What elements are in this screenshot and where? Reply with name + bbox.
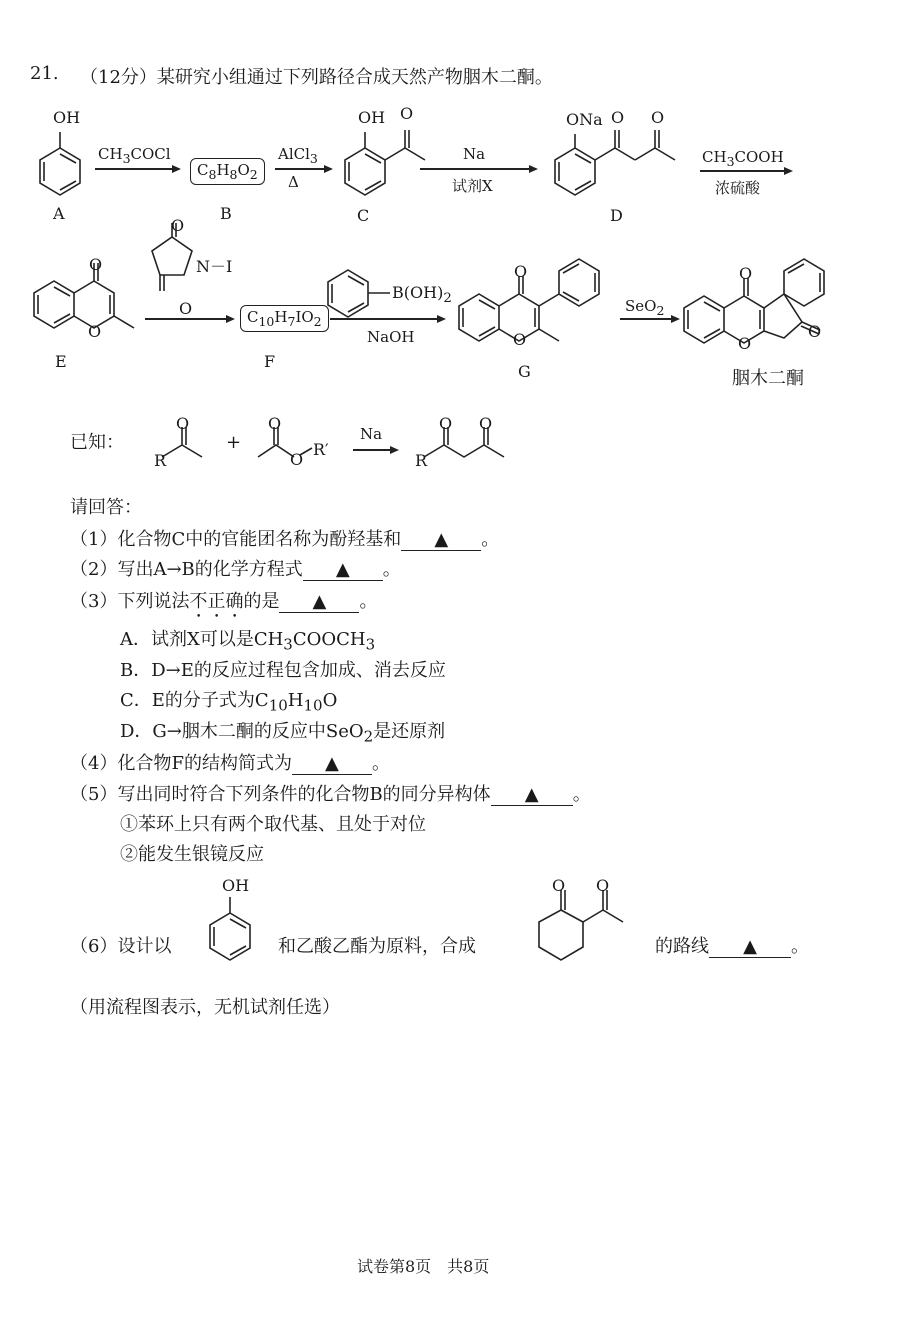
answer-blank-6[interactable]: ▲ bbox=[709, 937, 791, 958]
compound-c-oh: OH bbox=[358, 108, 386, 127]
product-structure bbox=[680, 250, 850, 370]
option-d: D．G→胭木二酮的反应中SeO$_2$是还原剂 bbox=[120, 721, 446, 746]
question-number: 21. bbox=[30, 63, 59, 84]
q6-phenol-oh: OH bbox=[222, 876, 250, 895]
question-6-note: （用流程图表示，无机试剂任选） bbox=[70, 997, 340, 1018]
known-product-o1: O bbox=[439, 414, 453, 433]
label-e: E bbox=[55, 352, 67, 371]
arrow1-reagent: $CH_3COCl$ bbox=[98, 145, 171, 166]
arrow4-reagent: $CH_3COOH$ bbox=[702, 148, 784, 169]
option-b: B．D→E的反应过程包含加成、消去反应 bbox=[120, 660, 446, 681]
box-f-formula: $C_{10}H_7IO_2$ bbox=[240, 305, 329, 332]
known-product-o2: O bbox=[479, 414, 493, 433]
condition-1: ①苯环上只有两个取代基、且处于对位 bbox=[120, 814, 426, 835]
arrow6-base: NaOH bbox=[367, 328, 415, 346]
question-1: （1）化合物C中的官能团名称为酚羟基和 ▲ 。 bbox=[70, 529, 500, 550]
label-g: G bbox=[518, 362, 531, 381]
answer-blank-3[interactable]: ▲ bbox=[279, 592, 359, 613]
compound-a-oh: OH bbox=[53, 108, 81, 127]
nis-n-i: N－I bbox=[196, 257, 233, 276]
q6-target-o1: O bbox=[552, 876, 566, 895]
known-ketone-o: O bbox=[176, 414, 190, 433]
known-arrow bbox=[353, 449, 391, 451]
arrow1 bbox=[95, 168, 173, 170]
label-b: B bbox=[220, 204, 232, 223]
product-o-ring: O bbox=[738, 334, 752, 353]
page-footer: 试卷第8页 共8页 bbox=[357, 1257, 490, 1276]
arrow5-head bbox=[226, 315, 235, 323]
arrow2-heat: Δ bbox=[288, 173, 299, 191]
label-c: C bbox=[357, 206, 370, 225]
question-4: （4）化合物F的结构简式为 ▲ 。 bbox=[70, 753, 390, 774]
compound-g-o-carbonyl: O bbox=[514, 262, 528, 281]
compound-d-o2: O bbox=[651, 108, 665, 127]
arrow2 bbox=[275, 168, 325, 170]
arrow4 bbox=[700, 170, 785, 172]
arrow2-reagent: AlCl$_3$ bbox=[278, 145, 318, 166]
arrow4-head bbox=[784, 167, 793, 175]
label-f: F bbox=[264, 352, 276, 371]
q6-target-o2: O bbox=[596, 876, 610, 895]
compound-g-structure bbox=[455, 250, 625, 360]
answer-blank-2[interactable]: ▲ bbox=[303, 560, 383, 581]
compound-g-o-ring: O bbox=[513, 330, 527, 349]
question-intro: （12分）某研究小组通过下列路径合成天然产物胭木二酮。 bbox=[80, 67, 553, 88]
question-3: （3）下列说法不正确的是 ▲ 。 bbox=[70, 591, 378, 612]
label-product: 胭木二酮 bbox=[732, 368, 804, 389]
known-plus: + bbox=[226, 432, 242, 453]
known-arrow-head bbox=[390, 446, 399, 454]
arrow3-reagent-x: 试剂X bbox=[452, 177, 493, 195]
compound-d-o1: O bbox=[611, 108, 625, 127]
please-answer: 请回答： bbox=[70, 497, 142, 518]
arrow7 bbox=[620, 318, 672, 320]
condition-2: ②能发生银镜反应 bbox=[120, 844, 264, 865]
arrow2-head bbox=[324, 165, 333, 173]
answer-blank-4[interactable]: ▲ bbox=[292, 754, 372, 775]
option-c: C．E的分子式为$C_{10}H_{10}O$ bbox=[120, 690, 338, 715]
known-ketone-r: R bbox=[154, 451, 167, 470]
arrow6-head bbox=[437, 315, 446, 323]
nis-o-top: O bbox=[171, 216, 185, 235]
compound-e-o-carbonyl: O bbox=[89, 255, 103, 274]
question-2: （2）写出A→B的化学方程式 ▲ 。 bbox=[70, 559, 401, 580]
label-d: D bbox=[610, 206, 623, 225]
arrow5 bbox=[145, 318, 227, 320]
phenylboronic-acid-structure bbox=[320, 260, 400, 320]
arrow3-reagent: Na bbox=[463, 145, 486, 163]
q6-target-structure bbox=[525, 870, 655, 980]
question-6-post: 的路线 ▲ 。 bbox=[655, 936, 809, 957]
answer-blank-5[interactable]: ▲ bbox=[491, 785, 573, 806]
known-ester-r-prime: R′ bbox=[313, 440, 329, 459]
known-label: 已知： bbox=[70, 432, 124, 453]
product-o-top: O bbox=[739, 264, 753, 283]
option-a: A．试剂X可以是$CH_3COOCH_3$ bbox=[120, 629, 376, 654]
arrow7-reagent: SeO$_2$ bbox=[625, 297, 665, 318]
known-ester-o-carbonyl: O bbox=[268, 414, 282, 433]
arrow3 bbox=[420, 168, 530, 170]
question-6-pre: （6）设计以 bbox=[70, 936, 172, 957]
compound-d-ona: ONa bbox=[566, 110, 603, 129]
arrow6 bbox=[330, 318, 438, 320]
arrow3-head bbox=[529, 165, 538, 173]
answer-blank-1[interactable]: ▲ bbox=[401, 530, 481, 551]
question-6-mid: 和乙酸乙酯为原料，合成 bbox=[278, 936, 476, 957]
nis-o-bottom: O bbox=[179, 299, 193, 318]
label-a: A bbox=[53, 204, 65, 223]
compound-c-structure bbox=[335, 110, 445, 200]
product-o-right: O bbox=[808, 322, 822, 341]
arrow4-catalyst: 浓硫酸 bbox=[715, 179, 761, 197]
compound-e-o-ring: O bbox=[88, 322, 102, 341]
known-ester-o: O bbox=[290, 450, 304, 469]
known-product-structure bbox=[412, 415, 532, 475]
boronic-acid-label: $B(OH)_2$ bbox=[392, 283, 452, 307]
known-arrow-reagent: Na bbox=[360, 425, 383, 443]
compound-c-o: O bbox=[400, 104, 414, 123]
arrow1-head bbox=[172, 165, 181, 173]
box-b-formula: $C_8H_8O_2$ bbox=[190, 158, 265, 185]
arrow7-head bbox=[671, 315, 680, 323]
question-5: （5）写出同时符合下列条件的化合物B的同分异构体 ▲ 。 bbox=[70, 784, 591, 805]
known-product-r: R bbox=[415, 451, 428, 470]
